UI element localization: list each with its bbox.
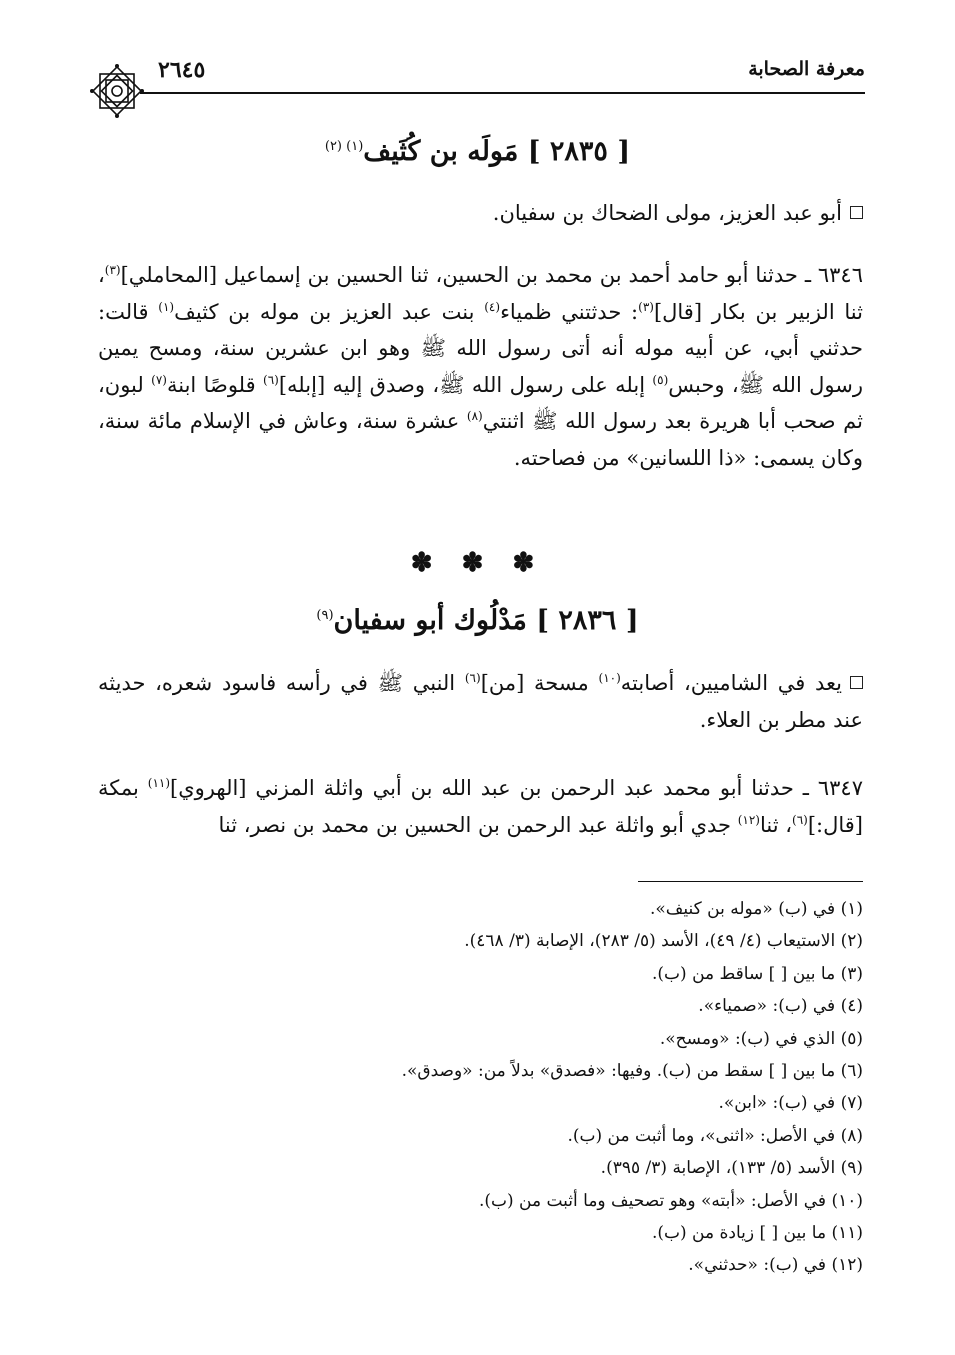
footnote-item: (٣) ما بين [ ] ساقط من (ب). [652,963,863,984]
hadith-text: ٦٣٤٦ ـ حدثنا أبو حامد أحمد بن محمد بن الحسين، ثنا الحسين بن إسماعيل [المحاملي] [120,263,863,287]
intro-text: النبي ﷺ في رأسه فاسود شعره، حديثه عند مطر بن العلاء. [98,671,863,732]
section-separator: ✽ ✽ ✽ [410,548,545,578]
entry-title-2836 [95,605,860,636]
entry-intro-2835 [98,195,863,232]
hadith-text: إبله على رسول الله ﷺ، وصدق إليه [إبله] [278,372,653,397]
footnote-ref: (٤) [484,299,501,314]
footnote-item: (٧) في (ب): «ابن». [718,1093,863,1114]
page-number: ٢٦٤٥ [158,57,206,83]
hadith-text: ، ثنا الزبير بن بكار [قال] [98,263,863,324]
footnote-rule [638,881,863,882]
header-rule [140,92,865,94]
hadith-text: جدي أبو واثلة عبد الرحمن بن الحسين بن محمد بن نصر، ثنا [218,812,738,837]
square-bullet-icon [850,676,863,689]
footnote-item: (١١) ما بين [ ] زيادة من (ب). [651,1223,863,1244]
footnote-ref: (١٠) [598,671,621,685]
hadith-text: لبون، ثم صحب أبا هريرة بعد رسول الله ﷺ اثنتي [98,372,863,433]
entry-title-text: [ ٢٨٣٥ ] مَولَه بن كُثَيف [363,136,631,167]
footnote-item: (١) في (ب) «موله بن كنيف». [649,899,863,919]
footnote-item: (١٢) في (ب): «حدثني». [688,1255,863,1276]
footnote-item: (٦) ما بين [ ] سقط من (ب). وفيها: «فصدق» بدلاً من: «وصدق». [401,1061,863,1082]
footnote-ref: (٦) [263,372,279,387]
intro-text: يعد في الشاميين، أصابته [620,671,842,695]
running-title: معرفة الصحابة [748,58,865,80]
footnote-item: (٢) الاستيعاب (٤/ ٤٩)، الأسد (٥/ ٢٨٣)، الإصابة (٣/ ٤٦٨). [464,931,863,952]
hadith-text: قالت: حدثني أبي، عن أبيه موله أنه أتى رسول الله ﷺ وهو ابن عشرين سنة، ومسح يمين رسول الله ﷺ، وحبس [98,299,863,397]
footnote-ref: (٨) [466,409,483,423]
footnote-ref: (٥) [652,372,669,387]
footnote-ref: (٦) [464,671,481,685]
footnote-ref: (١٢) [737,812,760,827]
hadith-text: عشرة سنة، وعاش في الإسلام مائة سنة، وكان يسمى: «ذا اللسانين» من فصاحته. [98,409,863,470]
entry-intro-2836 [98,665,863,738]
footnote-ref: (٣) [638,299,654,314]
hadith-text: بمكة [قال:] [98,776,863,837]
hadith-text: بنت عبد العزيز بن موله بن كثيف [174,299,485,324]
hadith-text: : حدثتني ظمياء [500,299,639,324]
square-bullet-icon [850,206,863,219]
intro-text: أبو عبد العزيز، مولى الضحاك بن سفيان. [492,201,842,225]
entry-title-text: [ ٢٨٣٦ ] مَدْلُوك أبو سفيان [333,605,639,636]
hadith-6347 [98,770,863,843]
entry-title-refs: (١) (٢) [324,139,364,154]
footnote-item: (٤) في (ب): «صمياء». [698,996,863,1017]
footnote-ref: (٣) [104,263,121,277]
entry-title-refs: (٩) [316,608,334,623]
footnote-ref: (١١) [147,776,171,790]
entry-title-2835 [95,136,860,167]
footnote-ref: (١) [158,299,175,314]
hadith-text: ٦٣٤٧ ـ حدثنا أبو محمد عبد الرحمن بن عبد الله بن أبي واثلة المزني [الهروي] [170,776,863,800]
footnote-ref: (٧) [151,372,167,387]
hadith-text: ، ثنا [759,812,793,837]
hadith-6346 [98,257,863,476]
footnote-item: (١٠) في الأصل: «أبته» وهو تصحيف وما أثبت من (ب). [478,1190,863,1211]
footnote-item: (٥) الذي في (ب): «ومسح». [659,1028,863,1049]
footnotes-list [200,893,863,1282]
footnote-ref: (٦) [792,812,808,827]
footnote-item: (٩) الأسد (٥/ ١٣٣)، الإصابة (٣/ ٣٩٥). [600,1158,863,1179]
hadith-text: قلوصًا ابنة [166,372,264,397]
octagram-ornament-icon [88,62,146,120]
intro-text: مسحة [من] [480,671,599,695]
footnote-item: (٨) في الأصل: «اثنى»، وما أثبت من (ب). [567,1125,863,1146]
